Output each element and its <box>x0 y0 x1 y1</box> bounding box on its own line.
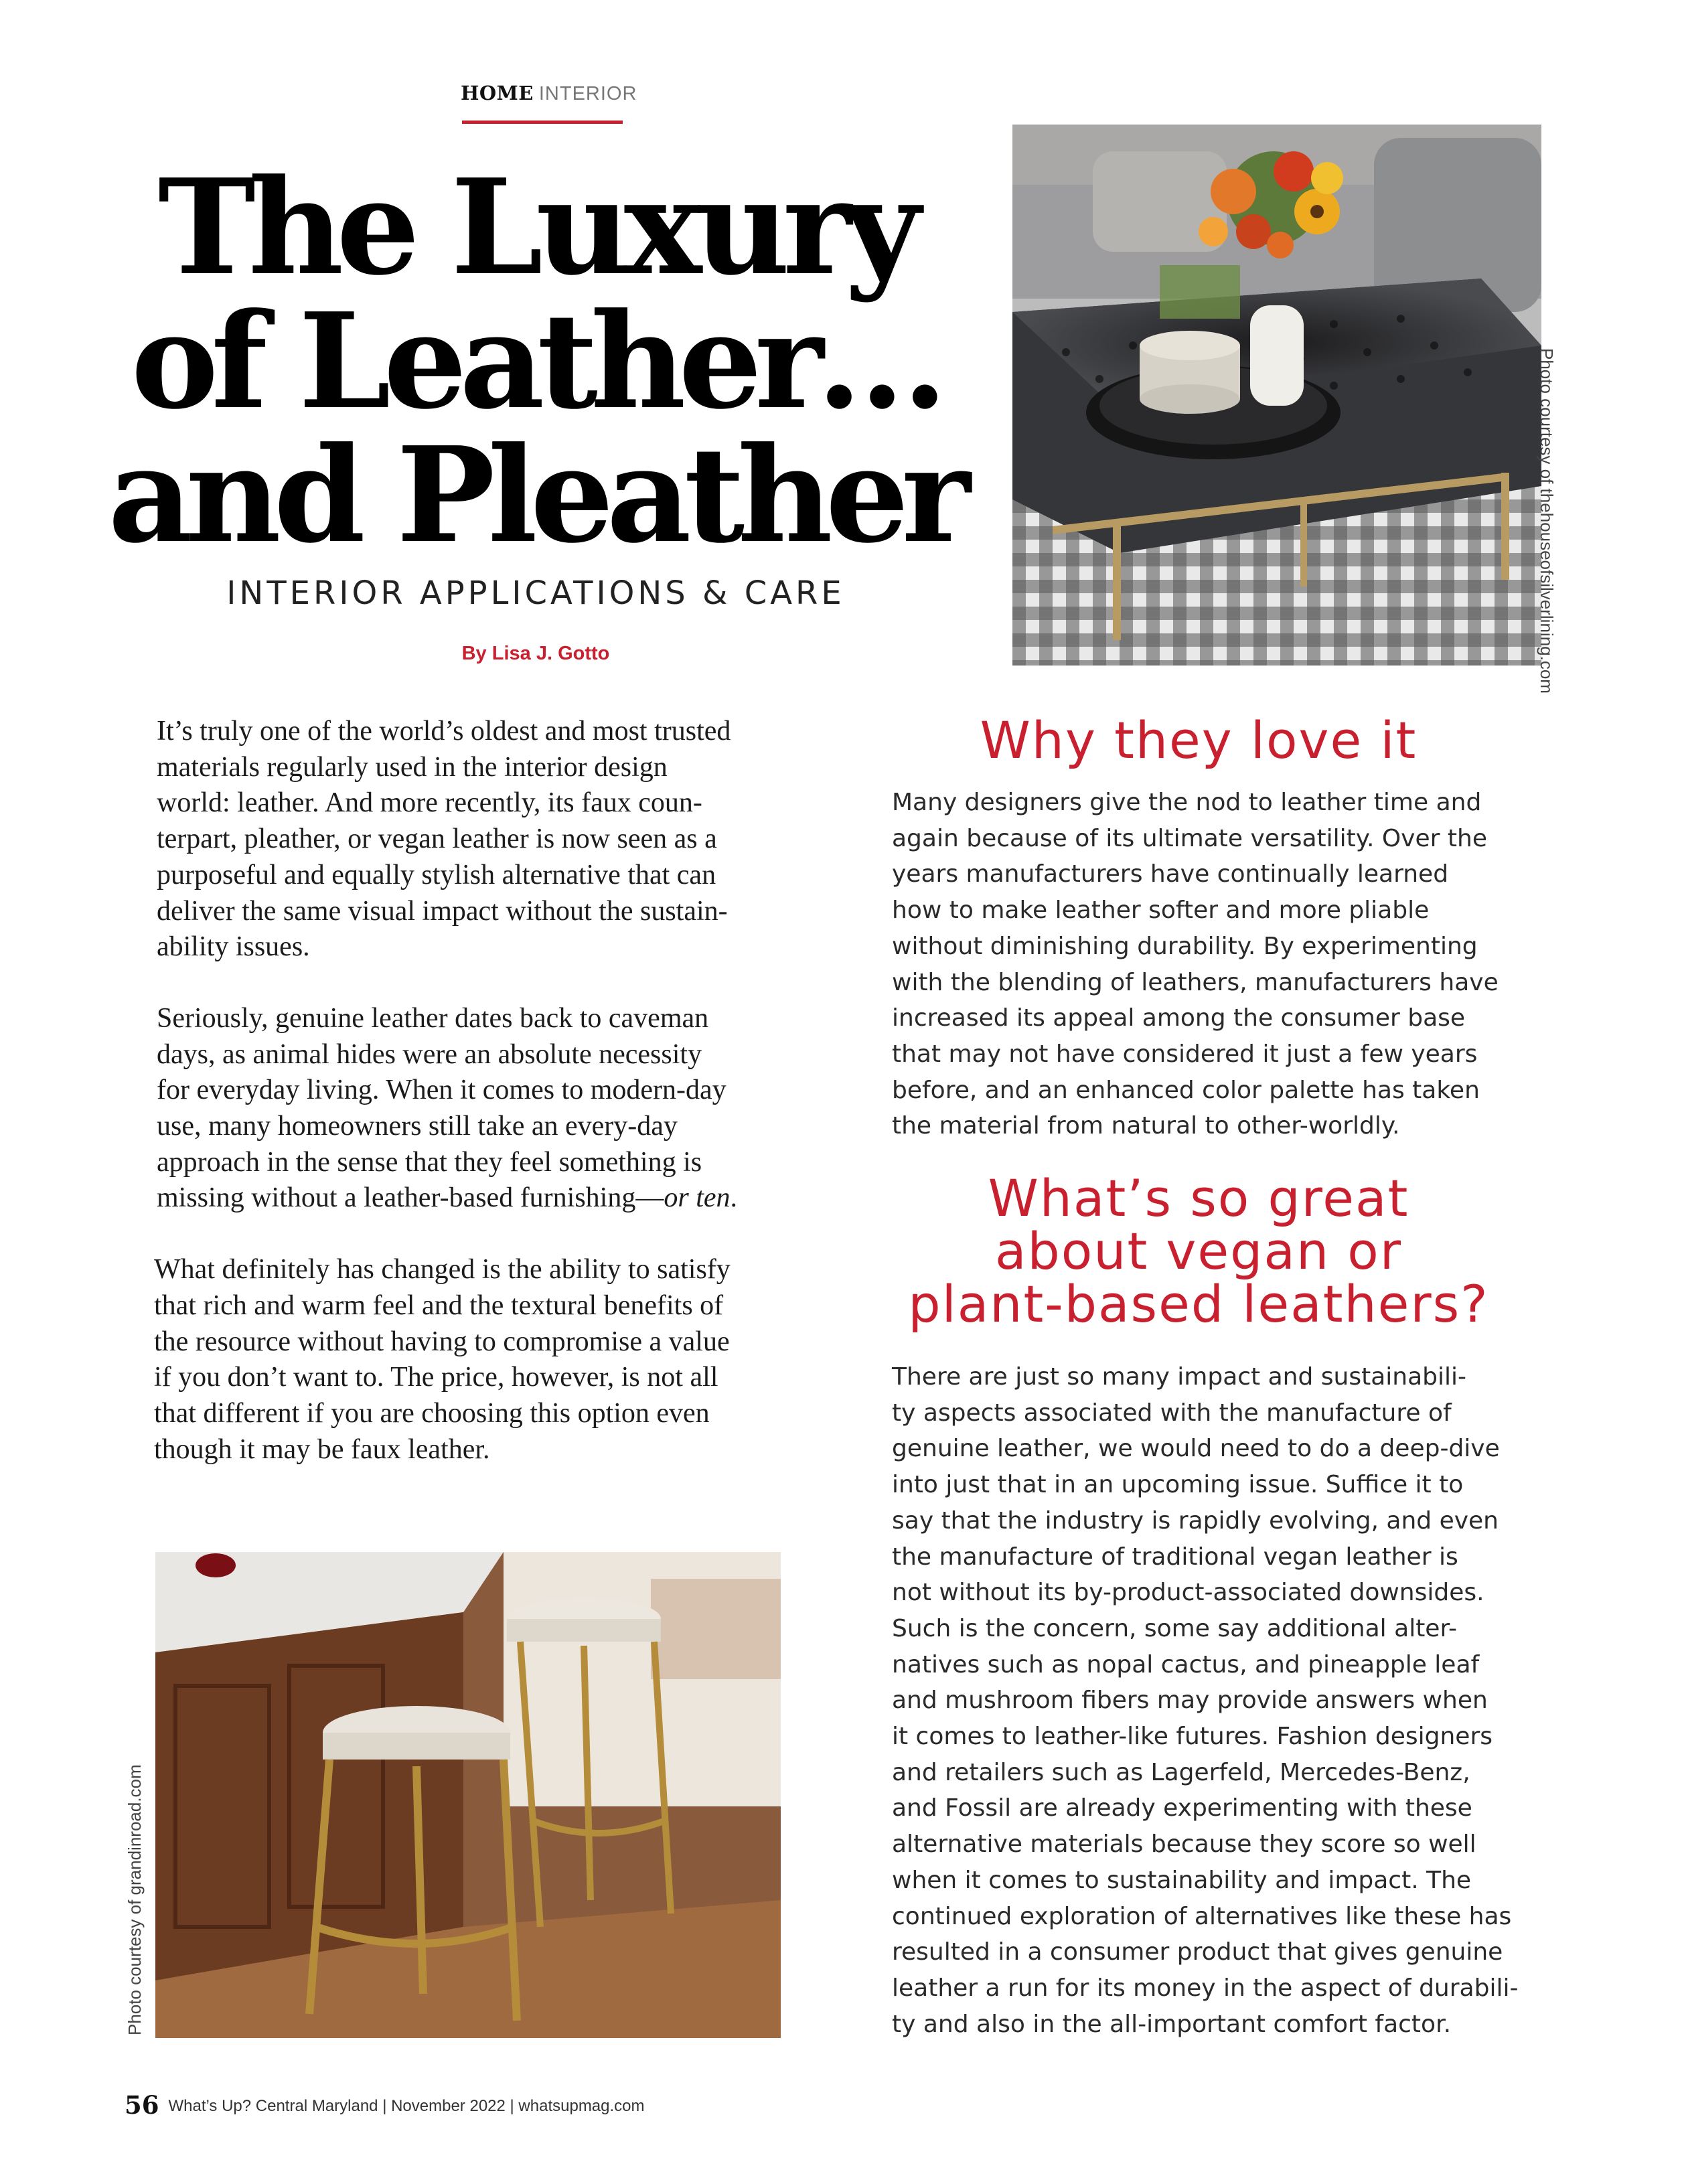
body-line: What definitely has changed is the ability to satisfy <box>154 1254 731 1285</box>
body-line: into just that in an upcoming issue. Suffice it to <box>892 1471 1464 1499</box>
end-punctuation: . <box>730 1182 738 1214</box>
body-paragraph-2 <box>157 1001 799 1217</box>
body-line: world: leather. And more recently, its faux coun- <box>157 787 702 819</box>
body-line: increased its appeal among the consumer base <box>892 1004 1466 1032</box>
body-line: alternative materials because they score so well <box>892 1830 1476 1859</box>
italic-phrase: or ten <box>664 1182 731 1214</box>
photo-credit-bottom: Photo courtesy of grandinroad.com <box>125 1764 145 2035</box>
section-heading-why <box>891 710 1507 771</box>
body-line: years manufacturers have continually learned <box>892 860 1449 888</box>
body-line: terpart, pleather, or vegan leather is now seen as a <box>157 824 717 855</box>
body-line: approach in the sense that they feel something is <box>157 1146 702 1178</box>
section-body-why <box>892 785 1521 1144</box>
body-line: resulted in a consumer product that gives genuine <box>892 1938 1503 1966</box>
bar-stools-photo <box>155 1552 781 2038</box>
headline-line: The Luxury <box>157 151 914 305</box>
body-line: ty aspects associated with the manufacture of <box>892 1399 1452 1427</box>
body-line: that may not have considered it just a few years <box>892 1040 1478 1068</box>
body-line: Such is the concern, some say additional alter- <box>892 1614 1457 1642</box>
body-line: continued exploration of alternatives like these has <box>892 1902 1512 1930</box>
body-line: materials regularly used in the interior design <box>157 751 668 783</box>
section-body-vegan <box>892 1359 1521 2042</box>
body-line: and retailers such as Lagerfeld, Mercedes-Benz, <box>892 1758 1470 1786</box>
body-line: the resource without having to compromise a value <box>154 1326 730 1357</box>
body-line: not without its by-product-associated downsides. <box>892 1579 1484 1607</box>
section-rule <box>462 121 623 124</box>
body-line: for everyday living. When it comes to modern-day <box>157 1075 727 1106</box>
page-footer <box>125 2090 645 2120</box>
ottoman-illustration <box>1012 125 1541 666</box>
body-line: that rich and warm feel and the textural benefits of <box>154 1290 724 1321</box>
body-line: purposeful and equally stylish alternative that can <box>157 859 716 890</box>
body-line: There are just so many impact and sustainabili- <box>892 1363 1467 1391</box>
heading-line: plant-based leathers? <box>908 1274 1489 1334</box>
heading-line: Why they love it <box>980 710 1418 770</box>
body-line: though it may be faux leather. <box>154 1433 490 1465</box>
section-label <box>461 82 637 105</box>
body-line: leather a run for its money in the aspect of durabili- <box>892 1974 1519 2002</box>
leather-ottoman-photo <box>1012 125 1541 666</box>
body-paragraph-3 <box>154 1252 799 1468</box>
photo-credit-top: Photo courtesy of thehouseofsilverlining.com <box>1537 348 1557 694</box>
body-line: Many designers give the nod to leather time and <box>892 789 1482 816</box>
body-line-text: missing without a leather-based furnishing— <box>157 1182 664 1214</box>
body-line: use, many homeowners still take an every-day <box>157 1111 678 1142</box>
body-line: that different if you are choosing this option even <box>154 1397 710 1429</box>
body-line: it comes to leather-like futures. Fashion designers <box>892 1723 1493 1751</box>
body-line: if you don’t want to. The price, however, is not all <box>154 1362 718 1393</box>
body-line: the material from natural to other-worldly. <box>892 1112 1400 1140</box>
deck: INTERIOR APPLICATIONS & CARE <box>226 574 845 612</box>
heading-line: about vegan or <box>994 1221 1403 1281</box>
body-line: how to make leather softer and more pliable <box>892 896 1430 925</box>
body-line: say that the industry is rapidly evolving, and even <box>892 1506 1499 1535</box>
body-line: the manufacture of traditional vegan leather is <box>892 1543 1458 1571</box>
body-line: when it comes to sustainability and impact. The <box>892 1866 1472 1894</box>
left-column-body <box>154 714 799 1503</box>
headline-line: and Pleather <box>108 418 964 572</box>
section-main: HOME <box>461 82 534 104</box>
footer-text: What’s Up? Central Maryland | November 2022 | whatsupmag.com <box>168 2097 645 2115</box>
heading-line: What’s so great <box>988 1168 1409 1228</box>
body-line: with the blending of leathers, manufacturers have <box>892 968 1499 996</box>
body-line: without diminishing durability. By experimenting <box>892 932 1478 960</box>
body-line: ty and also in the all-important comfort factor. <box>892 2010 1452 2038</box>
body-line: before, and an enhanced color palette has taken <box>892 1076 1480 1104</box>
section-heading-vegan <box>891 1168 1507 1334</box>
body-line: and Fossil are already experimenting with these <box>892 1794 1472 1822</box>
headline-line: of Leather… <box>131 285 941 439</box>
body-line: and mushroom fibers may provide answers when <box>892 1687 1488 1715</box>
section-sub: INTERIOR <box>538 83 637 104</box>
page-number: 56 <box>125 2090 159 2120</box>
body-line <box>157 1180 799 1217</box>
body-line: natives such as nopal cactus, and pineapple leaf <box>892 1650 1480 1679</box>
body-line: days, as animal hides were an absolute necessity <box>157 1038 702 1070</box>
body-line: It’s truly one of the world’s oldest and most trusted <box>157 716 731 747</box>
body-line: again because of its ultimate versatility. Over the <box>892 824 1487 852</box>
headline <box>100 151 971 572</box>
body-line: deliver the same visual impact without the sustain- <box>157 895 728 927</box>
byline: By Lisa J. Gotto <box>461 643 610 664</box>
stools-illustration <box>155 1552 781 2038</box>
body-paragraph-1 <box>157 714 799 965</box>
body-line: ability issues. <box>157 931 310 963</box>
body-line: Seriously, genuine leather dates back to caveman <box>157 1002 709 1034</box>
body-line: genuine leather, we would need to do a deep-dive <box>892 1435 1500 1463</box>
